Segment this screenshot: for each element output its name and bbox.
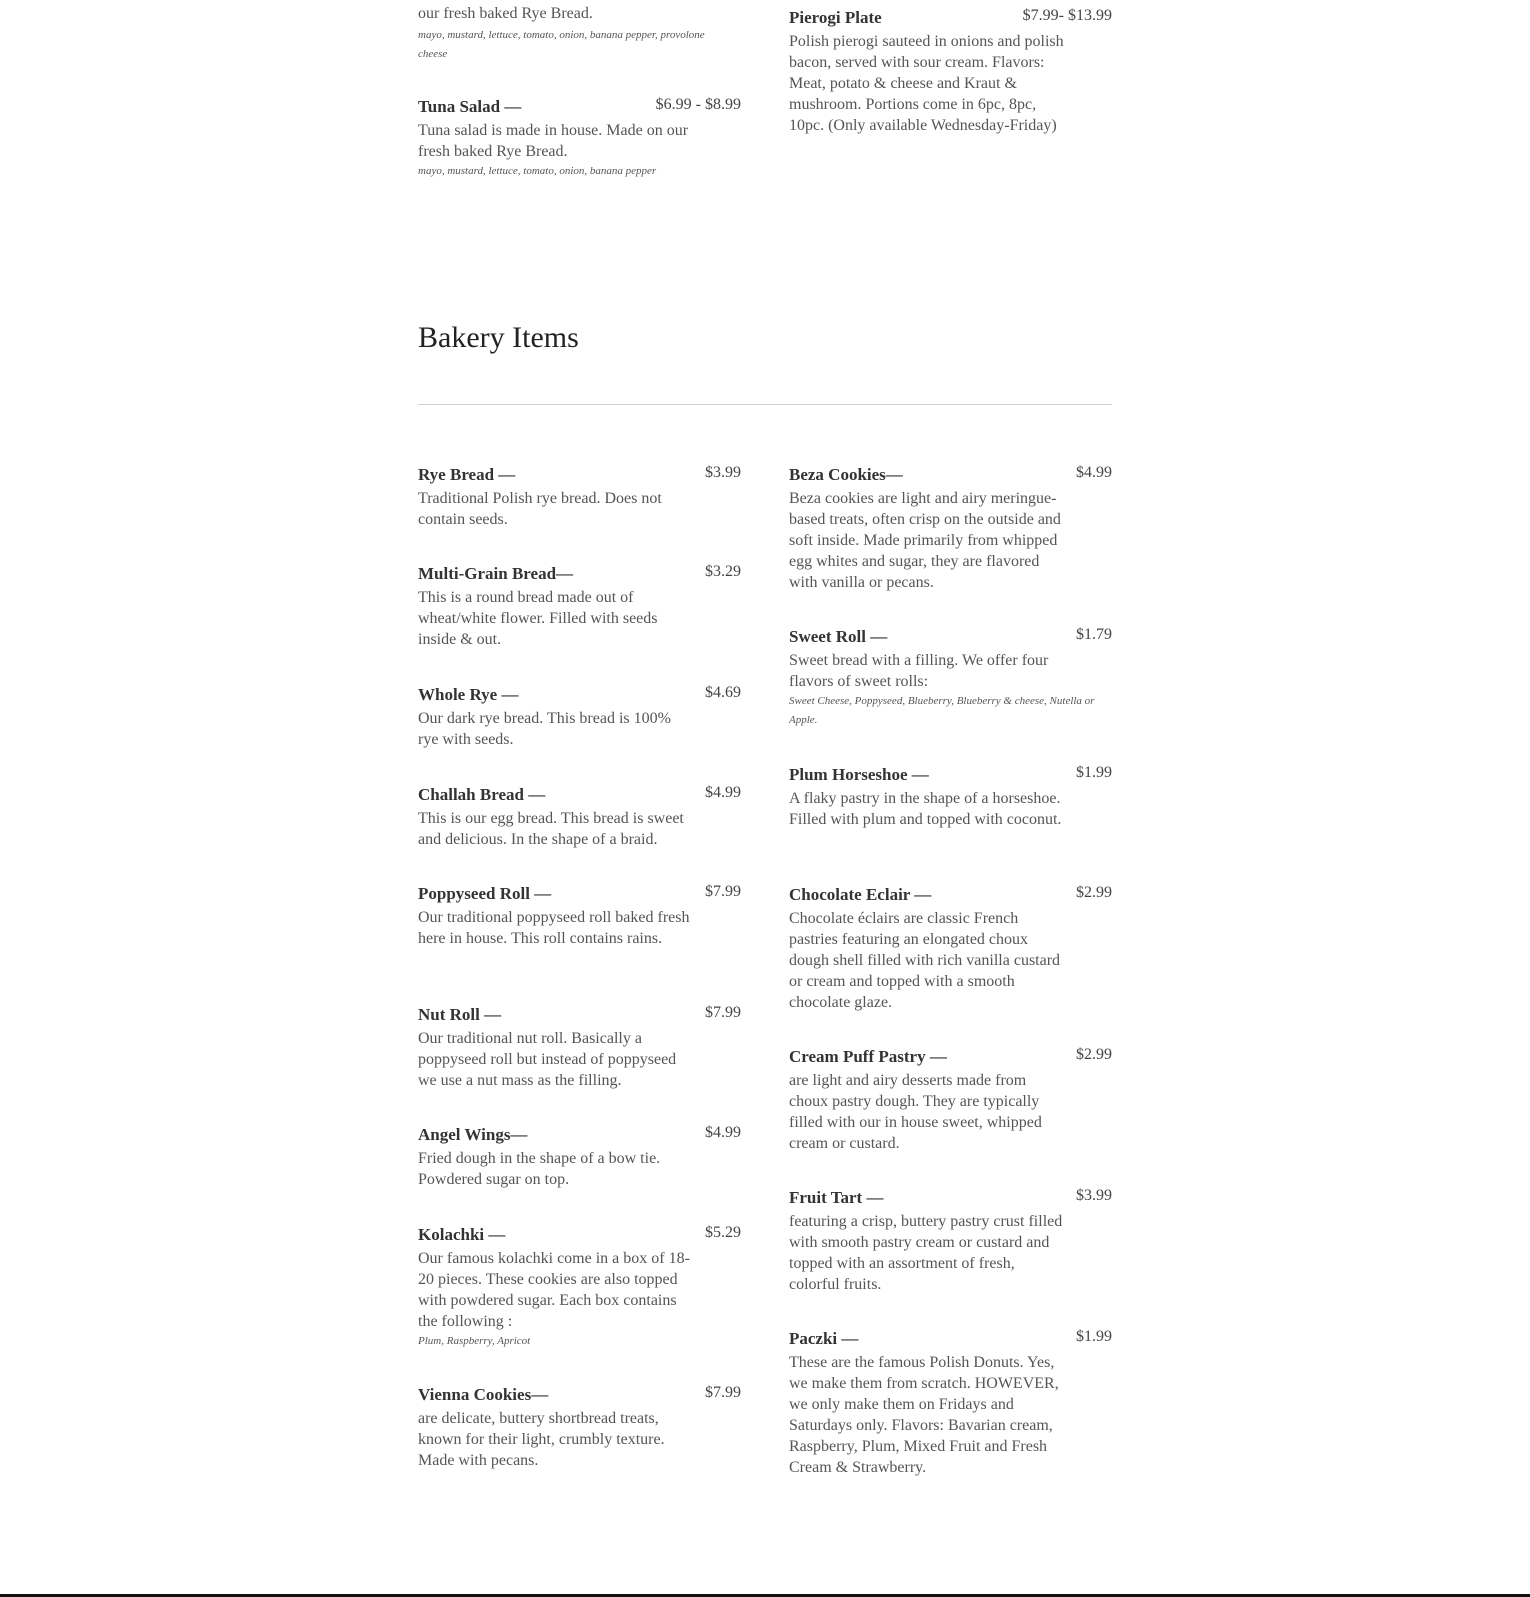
item-price: $4.69 [705, 684, 741, 701]
item-name: Sweet Roll — [789, 627, 888, 646]
item-name: Tuna Salad — [418, 97, 522, 116]
menu-item [418, 465, 741, 530]
menu-item [418, 685, 741, 750]
menu-item [789, 8, 1112, 136]
menu-item [789, 465, 1112, 593]
item-name: Chocolate Eclair — [789, 885, 932, 904]
item-description: Sweet bread with a filling. We offer four flavors of sweet rolls: [789, 652, 1049, 690]
item-name: Paczki — [789, 1329, 859, 1348]
item-description: Tuna salad is made in house. Made on our fresh baked Rye Bread. [418, 122, 689, 160]
item-name: Angel Wings— [418, 1125, 528, 1144]
item-description: Our traditional poppyseed roll baked fresh here in house. This roll contains rains. [418, 909, 690, 947]
menu-item [418, 884, 741, 949]
item-price: $7.99- $13.99 [1022, 7, 1112, 24]
item-name: Vienna Cookies— [418, 1385, 549, 1404]
menu-item [789, 627, 1112, 730]
item-price: $5.29 [705, 1224, 741, 1241]
item-name: Plum Horseshoe — [789, 765, 929, 784]
item-price: $1.99 [1076, 1328, 1112, 1345]
partial-item-ingredients: mayo, mustard, lettuce, tomato, onion, banana pepper, provolone cheese [418, 29, 705, 60]
menu-item [418, 1125, 741, 1190]
item-price: $1.79 [1076, 626, 1112, 643]
item-description: are delicate, buttery shortbread treats, known for their light, crumbly texture. Made with pecans. [418, 1410, 665, 1469]
top-left-column [418, 3, 741, 64]
item-price: $6.99 - $8.99 [655, 96, 741, 113]
item-name: Cream Puff Pastry — [789, 1047, 947, 1066]
menu-item [789, 1047, 1112, 1154]
item-price: $1.99 [1076, 764, 1112, 781]
item-description: A flaky pastry in the shape of a horseshoe. Filled with plum and topped with coconut. [789, 790, 1062, 828]
section-divider [418, 404, 1112, 405]
item-price: $4.99 [705, 784, 741, 801]
menu-item [418, 1385, 741, 1471]
item-ingredients: Plum, Raspberry, Apricot [418, 1335, 531, 1347]
item-name: Challah Bread — [418, 785, 546, 804]
menu-item [418, 97, 741, 181]
item-name: Multi-Grain Bread— [418, 564, 574, 583]
item-description: This is our egg bread. This bread is sweet and delicious. In the shape of a braid. [418, 810, 684, 848]
item-description: Our famous kolachki come in a box of 18-20 pieces. These cookies are also topped with powdered sugar. Each box contains the following : [418, 1250, 690, 1330]
item-name: Kolachki — [418, 1225, 506, 1244]
item-description: featuring a crisp, buttery pastry crust filled with smooth pastry cream or custard and topped with an assortment of fresh, colorful fruits. [789, 1213, 1063, 1293]
item-price: $7.99 [705, 1004, 741, 1021]
item-price: $3.29 [705, 563, 741, 580]
item-description: Our traditional nut roll. Basically a poppyseed roll but instead of poppyseed we use a nut mass as the filling. [418, 1030, 677, 1089]
menu-item [789, 1188, 1112, 1295]
menu-item [418, 564, 741, 650]
item-description: Polish pierogi sauteed in onions and polish bacon, served with sour cream. Flavors: Meat, potato & cheese and Kraut & mushroom. Portions come in 6pc, 8pc, 10pc. (Only available Wednesday-Friday) [789, 33, 1064, 134]
item-name: Beza Cookies— [789, 465, 903, 484]
item-price: $3.99 [705, 464, 741, 481]
menu-item [418, 1005, 741, 1091]
item-name: Nut Roll — [418, 1005, 502, 1024]
item-description: Traditional Polish rye bread. Does not contain seeds. [418, 490, 662, 528]
menu-item [789, 885, 1112, 1013]
menu-item [418, 1225, 741, 1351]
item-name: Rye Bread — [418, 465, 516, 484]
item-price: $2.99 [1076, 1046, 1112, 1063]
item-ingredients: mayo, mustard, lettuce, tomato, onion, banana pepper [418, 165, 657, 177]
menu-item-tuna-salad [418, 97, 741, 181]
item-price: $7.99 [705, 883, 741, 900]
item-name: Whole Rye — [418, 685, 519, 704]
section-title: Bakery Items [418, 321, 579, 354]
item-description: are light and airy desserts made from choux pastry dough. They are typically filled with our in house sweet, whipped cream or custard. [789, 1072, 1042, 1152]
item-description: Fried dough in the shape of a bow tie. Powdered sugar on top. [418, 1150, 661, 1188]
item-flavors: Sweet Cheese, Poppyseed, Blueberry, Blueberry & cheese, Nutella or Apple. [789, 695, 1095, 726]
item-description: Chocolate éclairs are classic French pastries featuring an elongated choux dough shell filled with rich vanilla custard or cream and topped with a smooth chocolate glaze. [789, 910, 1061, 1011]
item-price: $2.99 [1076, 884, 1112, 901]
menu-item [418, 785, 741, 850]
item-description: Our dark rye bread. This bread is 100% rye with seeds. [418, 710, 671, 748]
item-name: Fruit Tart — [789, 1188, 884, 1207]
partial-item-description: our fresh baked Rye Bread. [418, 5, 593, 22]
menu-item [789, 765, 1112, 830]
item-price: $4.99 [705, 1124, 741, 1141]
item-name: Poppyseed Roll — [418, 884, 552, 903]
item-description: This is a round bread made out of wheat/white flower. Filled with seeds inside & out. [418, 589, 658, 648]
item-name: Pierogi Plate [789, 8, 882, 27]
item-description: These are the famous Polish Donuts. Yes, we make them from scratch. HOWEVER, we only make them on Fridays and Saturdays only. Flavors: Bavarian cream, Raspberry, Plum, Mixed Fruit and Fresh Cream & Strawberry. [789, 1354, 1059, 1476]
menu-item [789, 1329, 1112, 1478]
item-price: $7.99 [705, 1384, 741, 1401]
menu-item-pierogi-plate [789, 8, 1112, 136]
item-price: $4.99 [1076, 464, 1112, 481]
item-description: Beza cookies are light and airy meringue-based treats, often crisp on the outside and soft inside. Made primarily from whipped egg whites and sugar, they are flavored with vanilla or pecans. [789, 490, 1061, 591]
item-price: $3.99 [1076, 1187, 1112, 1204]
